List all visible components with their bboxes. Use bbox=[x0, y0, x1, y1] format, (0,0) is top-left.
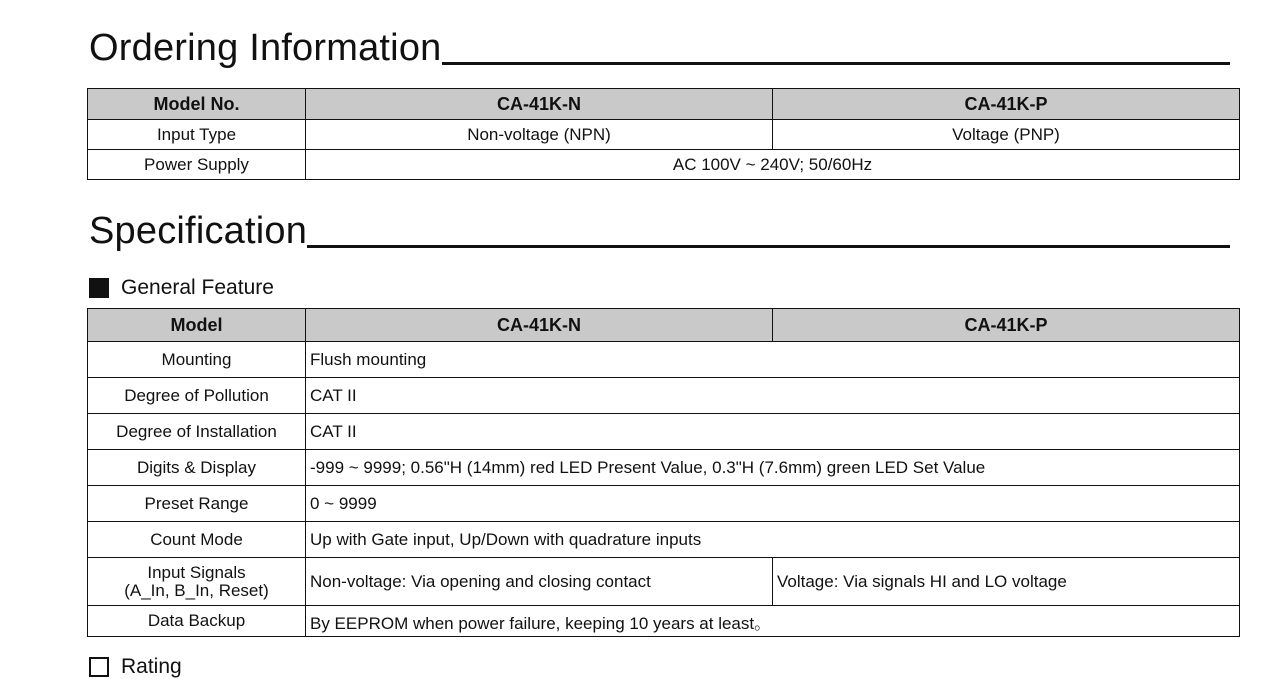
heading-underline bbox=[307, 245, 1230, 248]
table-row bbox=[88, 606, 1240, 637]
cell-value: Voltage (PNP) bbox=[773, 120, 1240, 150]
row-label: Degree of Pollution bbox=[88, 378, 306, 414]
cell-value: AC 100V ~ 240V; 50/60Hz bbox=[306, 150, 1240, 180]
ordering-information-title: Ordering Information bbox=[89, 27, 442, 69]
row-label bbox=[88, 558, 306, 606]
specification-table bbox=[87, 308, 1240, 637]
specification-heading bbox=[89, 211, 1230, 251]
cell-value: CAT II bbox=[306, 414, 1240, 450]
spec-header-n: CA-41K-N bbox=[306, 309, 773, 342]
spec-header-row bbox=[88, 309, 1240, 342]
spec-header-model: Model bbox=[88, 309, 306, 342]
row-label: Power Supply bbox=[88, 150, 306, 180]
cell-value: Up with Gate input, Up/Down with quadrature inputs bbox=[306, 522, 1240, 558]
table-row bbox=[88, 378, 1240, 414]
cell-value: -999 ~ 9999; 0.56"H (14mm) red LED Present Value, 0.3"H (7.6mm) green LED Set Value bbox=[306, 450, 1240, 486]
table-row bbox=[88, 120, 1240, 150]
table-row bbox=[88, 486, 1240, 522]
ordering-header-row bbox=[88, 89, 1240, 120]
row-label-line1: Input Signals bbox=[147, 562, 246, 582]
rating-title: Rating bbox=[121, 655, 182, 678]
row-label: Input Type bbox=[88, 120, 306, 150]
ordering-header-n: CA-41K-N bbox=[306, 89, 773, 120]
cell-value: By EEPROM when power failure, keeping 10 years at least。 bbox=[306, 606, 1240, 637]
cell-value: Non-voltage (NPN) bbox=[306, 120, 773, 150]
general-feature-subheading bbox=[89, 276, 274, 300]
square-icon bbox=[89, 657, 109, 677]
table-row bbox=[88, 342, 1240, 378]
ordering-header-model: Model No. bbox=[88, 89, 306, 120]
spec-header-p: CA-41K-P bbox=[773, 309, 1240, 342]
rating-subheading-partial bbox=[89, 655, 182, 679]
table-row bbox=[88, 450, 1240, 486]
row-label: Mounting bbox=[88, 342, 306, 378]
ordering-header-p: CA-41K-P bbox=[773, 89, 1240, 120]
ordering-information-heading bbox=[89, 28, 1230, 68]
general-feature-title: General Feature bbox=[121, 276, 274, 299]
table-row bbox=[88, 414, 1240, 450]
ordering-table bbox=[87, 88, 1240, 180]
cell-value: 0 ~ 9999 bbox=[306, 486, 1240, 522]
table-row bbox=[88, 558, 1240, 606]
row-label-line2: (A_In, B_In, Reset) bbox=[124, 580, 269, 600]
heading-underline bbox=[442, 62, 1231, 65]
row-label: Degree of Installation bbox=[88, 414, 306, 450]
filled-square-icon bbox=[89, 278, 109, 298]
table-row bbox=[88, 522, 1240, 558]
cell-value: Voltage: Via signals HI and LO voltage bbox=[773, 558, 1240, 606]
cell-value: Flush mounting bbox=[306, 342, 1240, 378]
row-label: Digits & Display bbox=[88, 450, 306, 486]
cell-value: CAT II bbox=[306, 378, 1240, 414]
cell-value: Non-voltage: Via opening and closing contact bbox=[306, 558, 773, 606]
specification-title: Specification bbox=[89, 210, 308, 252]
row-label: Preset Range bbox=[88, 486, 306, 522]
table-row bbox=[88, 150, 1240, 180]
row-label: Count Mode bbox=[88, 522, 306, 558]
row-label: Data Backup bbox=[88, 606, 306, 637]
